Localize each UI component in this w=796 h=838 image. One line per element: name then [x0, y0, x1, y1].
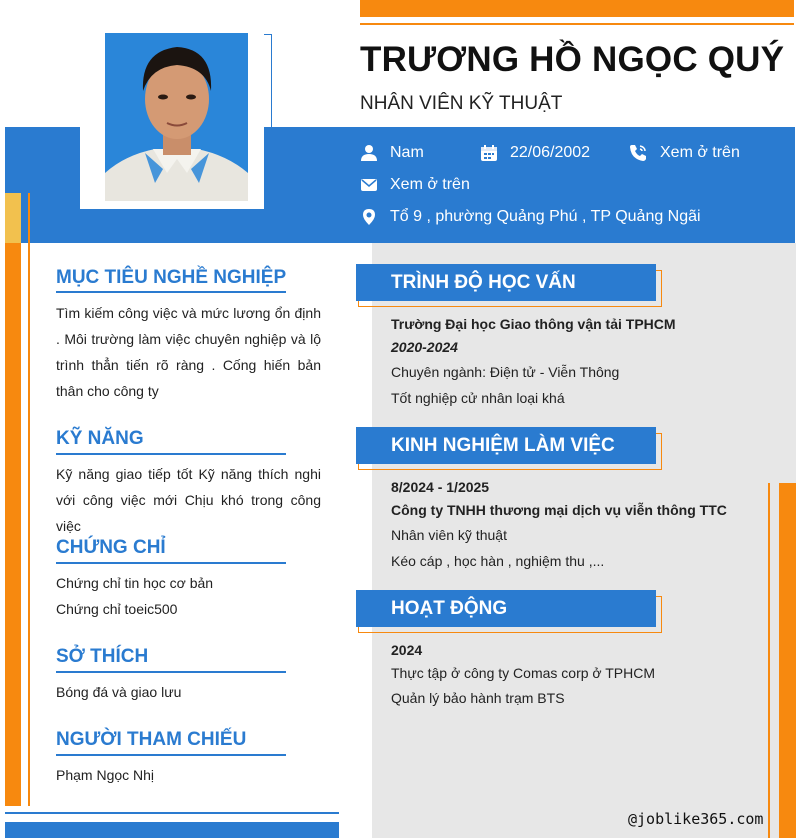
education-period: 2020-2024: [391, 339, 458, 355]
activities-line: Thực tập ở công ty Comas corp ở TPHCM: [391, 665, 655, 681]
profile-photo-illustration: [105, 33, 248, 201]
calendar-icon: [480, 144, 498, 167]
references-title: NGƯỜI THAM CHIẾU: [56, 729, 247, 750]
email-value: Xem ở trên: [390, 176, 470, 193]
birthday-value: 22/06/2002: [510, 144, 591, 161]
certificates-underline: [56, 562, 286, 564]
location-icon: [360, 208, 378, 231]
experience-period: 8/2024 - 1/2025: [391, 479, 490, 495]
right-orange-bar: [779, 483, 796, 838]
skills-text: Kỹ năng giao tiếp tốt Kỹ năng thích nghi với công việc mới Chịu khó trong công việc: [56, 466, 321, 534]
experience-company: Công ty TNHH thương mại dịch vụ viễn thông TTC: [391, 502, 727, 518]
gender-value: Nam: [390, 144, 424, 161]
watermark: @joblike365.com: [628, 810, 764, 828]
address-value: Tổ 9 , phường Quảng Phú , TP Quảng Ngãi: [390, 208, 701, 225]
certificate-item: Chứng chỉ toeic500: [56, 601, 178, 617]
education-result: Tốt nghiệp cử nhân loại khá: [391, 390, 565, 406]
job-title: NHÂN VIÊN KỸ THUẬT: [360, 93, 563, 114]
references-text: Phạm Ngọc Nhị: [56, 767, 155, 783]
education-school: Trường Đại học Giao thông vận tải TPHCM: [391, 316, 676, 332]
objective-underline: [56, 291, 286, 293]
references-underline: [56, 754, 286, 756]
education-major: Chuyên ngành: Điện tử - Viễn Thông: [391, 364, 620, 380]
experience-description: Kéo cáp , học hàn , nghiệm thu ,...: [391, 553, 605, 569]
profile-photo: [105, 33, 248, 201]
top-orange-line: [360, 23, 794, 25]
education-title: TRÌNH ĐỘ HỌC VẤN: [391, 272, 576, 293]
phone-icon: [629, 144, 647, 167]
activities-title: HOẠT ĐỘNG: [391, 598, 508, 619]
bottom-blue-bar: [5, 822, 339, 838]
left-orange-line: [28, 193, 30, 806]
bottom-blue-line: [5, 812, 339, 814]
phone-value: Xem ở trên: [660, 144, 740, 161]
certificates-title: CHỨNG CHỈ: [56, 537, 166, 558]
skills-underline: [56, 453, 286, 455]
experience-title: KINH NGHIỆM LÀM VIỆC: [391, 435, 615, 456]
email-icon: [360, 176, 378, 199]
right-orange-line: [768, 483, 770, 838]
skills-title: KỸ NĂNG: [56, 428, 144, 449]
objective-text: Tìm kiếm công việc và mức lương ổn định . Môi trường làm việc chuyên nghiệp và lộ trình thẳn tiến rõ ràng . Cống hiến bản thân cho công ty: [56, 305, 321, 399]
left-orange-bar: [5, 243, 21, 806]
left-yellow-accent: [5, 193, 21, 243]
candidate-name: TRƯƠNG HỒ NGỌC QUÝ: [360, 40, 785, 79]
user-icon: [360, 144, 378, 167]
experience-position: Nhân viên kỹ thuật: [391, 527, 507, 543]
top-orange-bar: [360, 0, 794, 17]
certificate-item: Chứng chỉ tin học cơ bản: [56, 575, 214, 591]
activities-line: Quản lý bảo hành trạm BTS: [391, 690, 565, 706]
hobbies-text: Bóng đá và giao lưu: [56, 684, 182, 700]
hobbies-underline: [56, 671, 286, 673]
hobbies-title: SỞ THÍCH: [56, 646, 149, 667]
activities-year: 2024: [391, 642, 423, 658]
objective-title: MỤC TIÊU NGHỀ NGHIỆP: [56, 267, 287, 288]
